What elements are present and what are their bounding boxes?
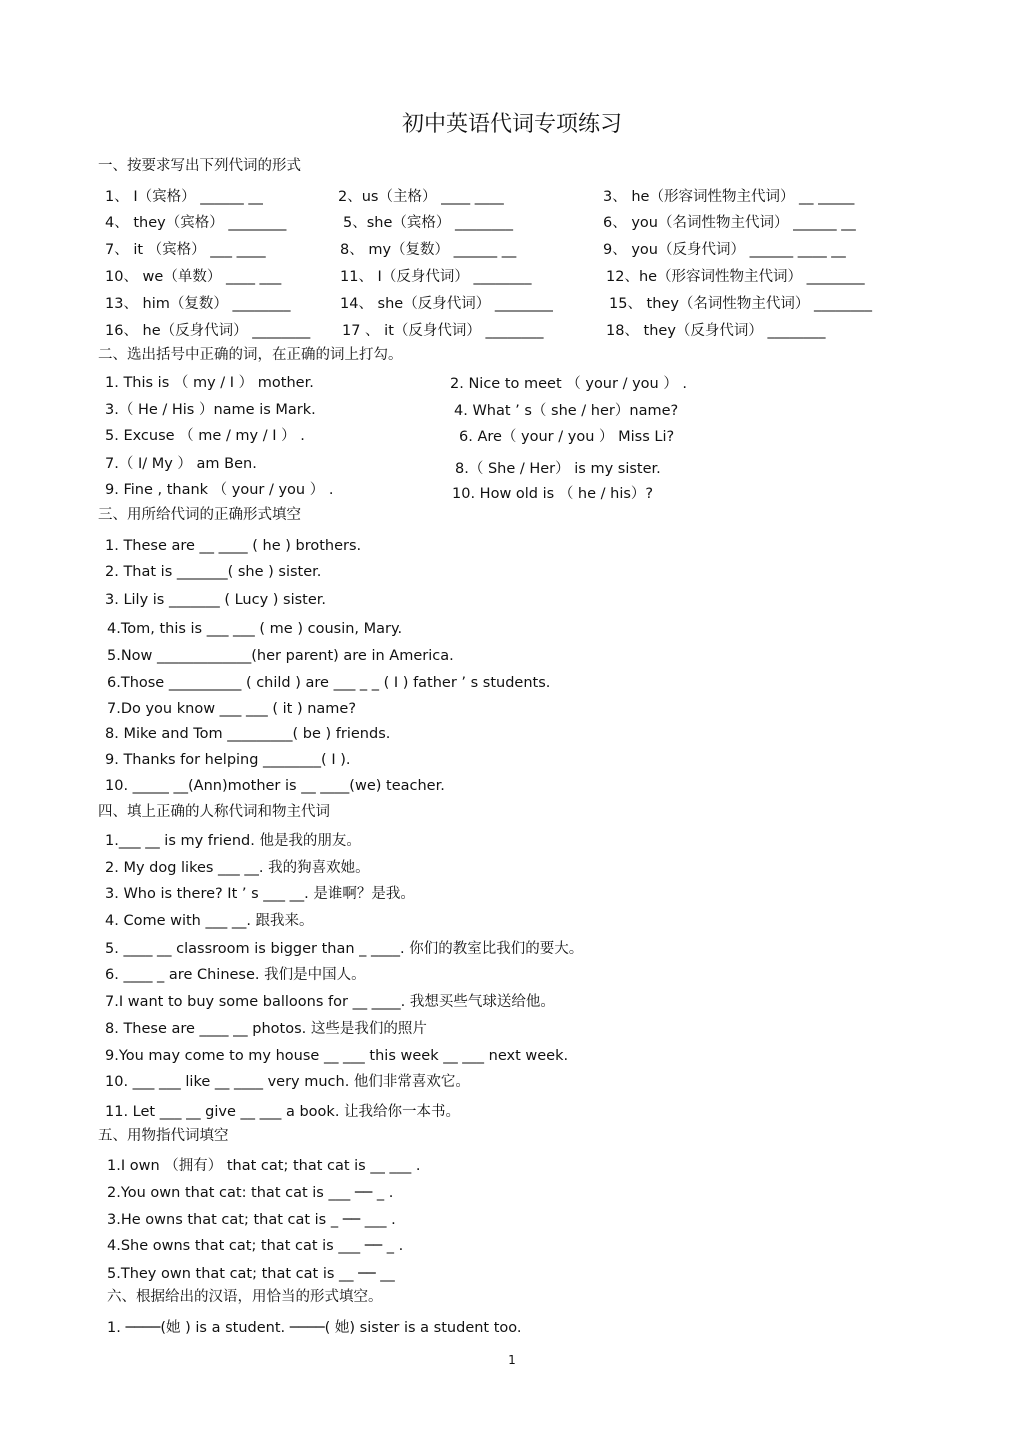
exercise-item: 2. That is _______( she ) sister. xyxy=(105,564,322,580)
exercise-item: 2.You own that cat: that cat is ___ ── _ . xyxy=(107,1185,394,1201)
exercise-item: 3、 he（形容词性物主代词） __ _____ xyxy=(603,189,855,205)
exercise-item: 6. ____ _ are Chinese. 我们是中国人。 xyxy=(105,967,366,983)
exercise-item: 7.Do you know ___ ___ ( it ) name? xyxy=(107,701,357,717)
exercise-item: 9、 you（反身代词） ______ ____ __ xyxy=(603,242,846,258)
exercise-item: 9.You may come to my house __ ___ this week __ ___ next week. xyxy=(105,1048,569,1064)
exercise-item: 11. Let ___ __ give __ ___ a book. 让我给你一本书。 xyxy=(105,1104,461,1120)
exercise-item: 1. ────(她 ) is a student. ────( 她) sister is a student too. xyxy=(107,1320,522,1336)
section-3-heading: 三、用所给代词的正确形式填空 xyxy=(98,507,301,523)
exercise-item: 8.（ She / Her） is my sister. xyxy=(455,461,661,477)
exercise-item: 6. Are（ your / you ） Miss Li? xyxy=(459,429,675,445)
exercise-item: 1.___ __ is my friend. 他是我的朋友。 xyxy=(105,833,361,849)
exercise-item: 5、she（宾格） ________ xyxy=(343,215,513,231)
exercise-item: 1.I own （拥有） that cat; that cat is __ ___ . xyxy=(107,1158,421,1174)
exercise-item: 4.She owns that cat; that cat is ___ ── _ . xyxy=(107,1238,404,1254)
exercise-item: 8. Mike and Tom _________( be ) friends. xyxy=(105,726,391,742)
exercise-item: 3.He owns that cat; that cat is _ ── ___ . xyxy=(107,1212,396,1228)
exercise-item: 2. My dog likes ___ __. 我的狗喜欢她。 xyxy=(105,860,370,876)
exercise-item: 17 、 it（反身代词） ________ xyxy=(342,323,544,339)
exercise-item: 9. Fine , thank （ your / you ） . xyxy=(105,482,334,498)
section-4-heading: 四、填上正确的人称代词和物主代词 xyxy=(98,804,330,820)
exercise-item: 5. ____ __ classroom is bigger than _ ____. 你们的教室比我们的要大。 xyxy=(105,941,584,957)
exercise-item: 8. These are ____ __ photos. 这些是我们的照片 xyxy=(105,1021,427,1037)
exercise-item: 14、 she（反身代词） ________ xyxy=(340,296,553,312)
section-2-heading: 二、选出括号中正确的词，在正确的词上打勾。 xyxy=(98,347,403,363)
exercise-item: 1、 I（宾格） ______ __ xyxy=(105,189,263,205)
section-6-heading: 六、根据给出的汉语，用恰当的形式填空。 xyxy=(107,1289,383,1305)
section-1-heading: 一、按要求写出下列代词的形式 xyxy=(98,158,301,174)
exercise-item: 6.Those __________ ( child ) are ___ _ _ ( I ) father ’ s students. xyxy=(107,675,551,691)
exercise-item: 3. Who is there? It ’ s ___ __. 是谁啊？是我。 xyxy=(105,886,415,902)
exercise-item: 6、 you（名词性物主代词） ______ __ xyxy=(603,215,856,231)
exercise-item: 8、 my（复数） ______ __ xyxy=(340,242,517,258)
exercise-item: 1. This is （ my / I ） mother. xyxy=(105,375,314,391)
exercise-item: 1. These are __ ____ ( he ) brothers. xyxy=(105,538,362,554)
exercise-item: 10. How old is （ he / his）? xyxy=(452,486,654,502)
exercise-item: 5.Now _____________(her parent) are in America. xyxy=(107,648,454,664)
exercise-item: 4.Tom, this is ___ ___ ( me ) cousin, Mary. xyxy=(107,621,403,637)
exercise-item: 3. Lily is _______ ( Lucy ) sister. xyxy=(105,592,327,608)
exercise-item: 2、us（主格） ____ ____ xyxy=(338,189,504,205)
exercise-item: 4. What ’ s（ she / her）name? xyxy=(454,403,679,419)
section-5-heading: 五、用物指代词填空 xyxy=(98,1128,229,1144)
exercise-item: 13、 him（复数） ________ xyxy=(105,296,291,312)
exercise-item: 4. Come with ___ __. 跟我来。 xyxy=(105,913,314,929)
exercise-item: 7.（ I/ My ） am Ben. xyxy=(105,456,257,472)
exercise-item: 10、 we（单数） ____ ___ xyxy=(105,269,282,285)
exercise-item: 10. ___ ___ like __ ____ very much. 他们非常喜欢它。 xyxy=(105,1074,470,1090)
exercise-item: 10. _____ __(Ann)mother is __ ____(we) teacher. xyxy=(105,778,445,794)
exercise-item: 7、 it （宾格） ___ ____ xyxy=(105,242,266,258)
exercise-item: 7.I want to buy some balloons for __ ____. 我想买些气球送给他。 xyxy=(105,994,555,1010)
exercise-item: 11、 I（反身代词） ________ xyxy=(340,269,532,285)
page-title: 初中英语代词专项练习 xyxy=(401,112,622,137)
exercise-item: 3.（ He / His ）name is Mark. xyxy=(105,402,316,418)
exercise-item: 16、 he（反身代词） ________ xyxy=(105,323,311,339)
exercise-item: 12、he（形容词性物主代词） ________ xyxy=(606,269,865,285)
exercise-item: 2. Nice to meet （ your / you ） . xyxy=(450,376,688,392)
page-number: 1 xyxy=(508,1353,516,1367)
exercise-item: 9. Thanks for helping ________( I ). xyxy=(105,752,351,768)
exercise-item: 18、 they（反身代词） ________ xyxy=(606,323,826,339)
exercise-item: 5. Excuse （ me / my / I ） . xyxy=(105,428,305,444)
exercise-item: 4、 they（宾格） ________ xyxy=(105,215,287,231)
exercise-item: 15、 they（名词性物主代词） ________ xyxy=(609,296,873,312)
exercise-item: 5.They own that cat; that cat is __ ── __ xyxy=(107,1266,395,1282)
